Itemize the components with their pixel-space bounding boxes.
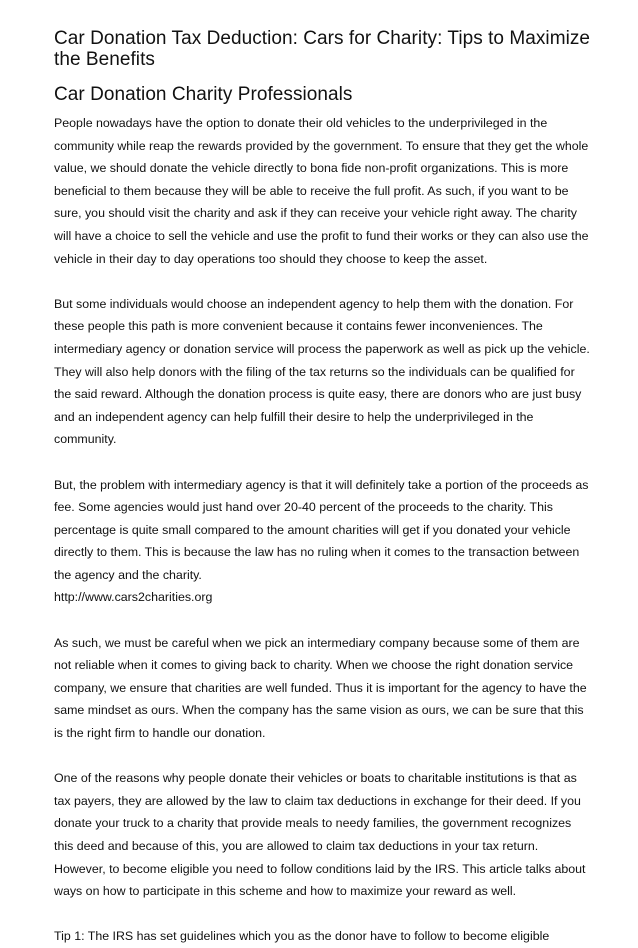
paragraph-intro: People nowadays have the option to donate their old vehicles to the underprivileged in the community while reap the rewards provided by the government. To ensure that they get the whole value, we should donate the vehicle directly to bona fide non-profit organizations. This is more beneficial to them because they will be able to receive the full profit. As such, if you want to be sure, you should visit the charity and ask if they can receive your vehicle right away. The charity will have a choice to sell the vehicle and use the profit to fund their works or they can also use the vehicle in their day to day operations too should they choose to keep the asset. [54,116,589,266]
section-heading: Car Donation Charity Professionals [54,84,353,105]
paragraph-tax-deductions: One of the reasons why people donate their vehicles or boats to charitable institutions is that as tax payers, they are allowed by the law to claim tax deductions in exchange for their deed. If you donate your truck to a charity that provide meals to needy families, the government recognizes this deed and because of this, you are allowed to claim tax deductions in your tax return. However, to become eligible you need to follow conditions laid by the IRS. This article talks about ways on how to participate in this scheme and how to maximize your reward as well. [54,771,586,899]
document-title: Car Donation Tax Deduction: Cars for Charity: Tips to Maximize the Benefits [54,28,591,70]
paragraph-agency-fee: But, the problem with intermediary agency is that it will definitely take a portion of the proceeds as fee. Some agencies would just hand over 20-40 percent of the proceeds to the charity. This percentage is quite small compared to the amount charities will get if you donated your vehicle directly to them. This is because the law has no ruling when it comes to the transaction between the agency and the charity. [54,477,589,582]
paragraph-tip-1: Tip 1: The IRS has set guidelines which you as the donor have to follow to become eligible [54,929,550,944]
charity-link[interactable]: http://www.cars2charities.org [54,590,213,605]
paragraph-independent-agency: But some individuals would choose an independent agency to help them with the donation. For these people this path is more convenient because it contains fewer inconveniences. The intermediary agency or donation service will process the paperwork as well as pick up the vehicle. They will also help donors with the filing of the tax returns so the individuals can be qualified for the said reward. Although the donation process is quite easy, there are donors who are just busy and an independent agency can help fulfill their desire to help the underprivileged in the community. [54,296,590,447]
paragraph-choose-carefully: As such, we must be careful when we pick an intermediary company because some of them are not reliable when it comes to giving back to charity. When we choose the right donation service company, we ensure that charities are well funded. Thus it is important for the agency to have the same mindset as ours. When the company has the same vision as ours, we can be sure that this is the right firm to handle our donation. [54,635,587,741]
document-page [54,28,592,948]
